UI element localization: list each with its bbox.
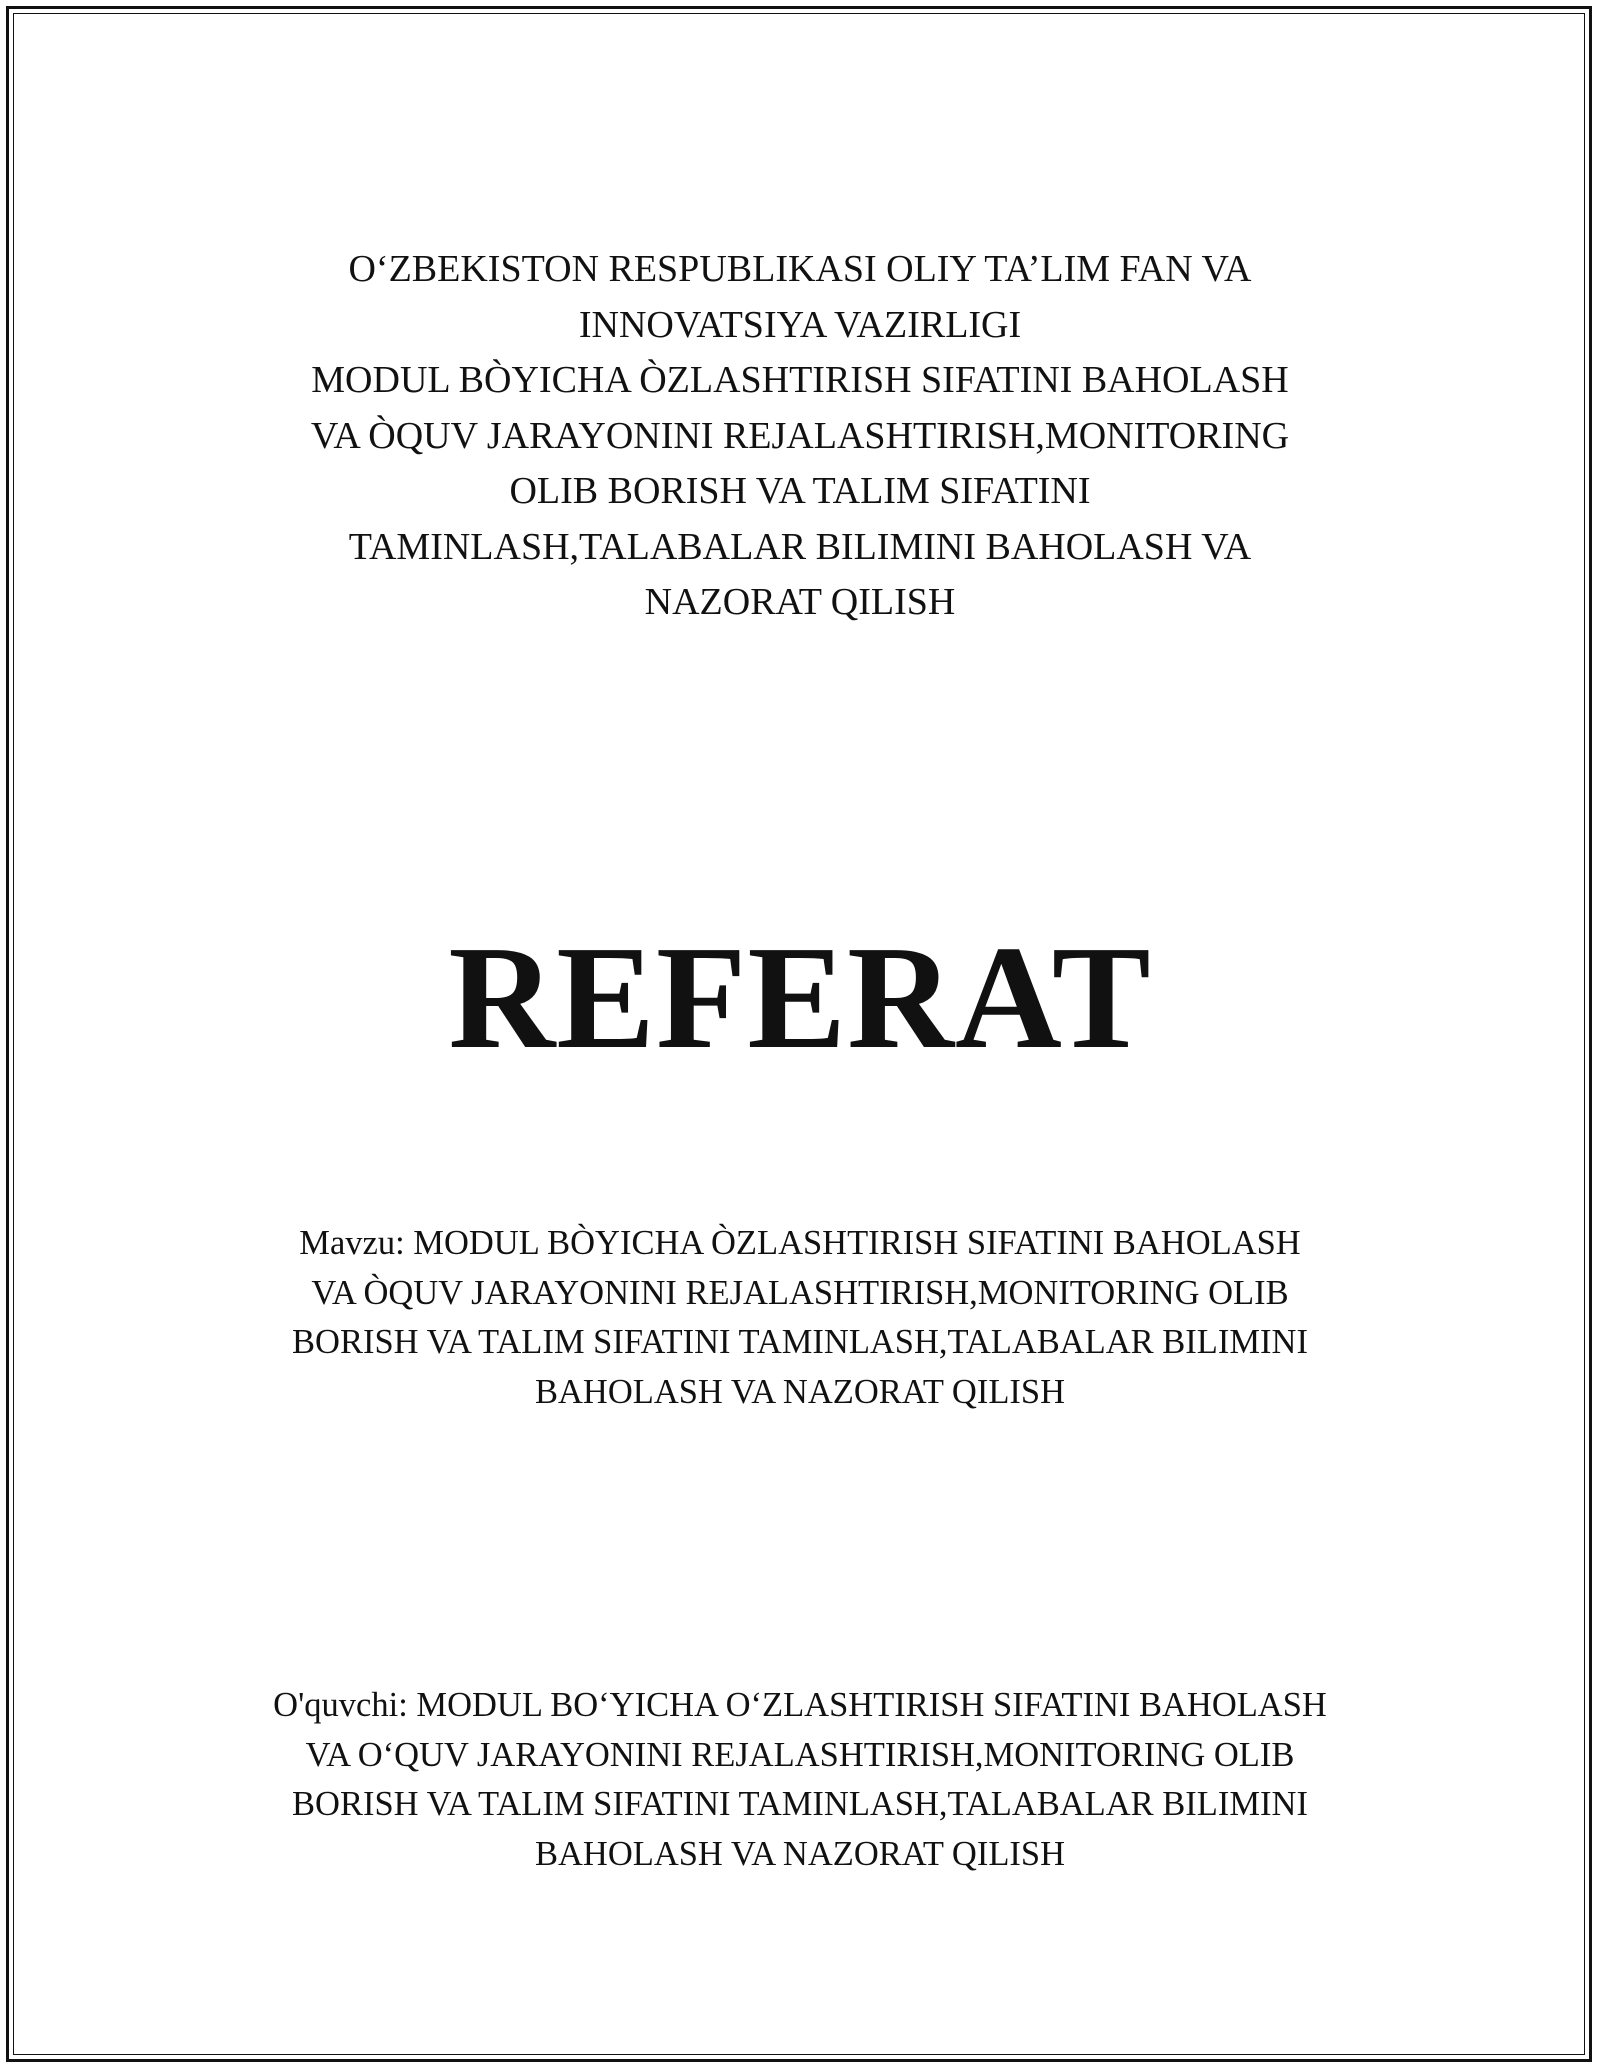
student-line: VA O‘QUV JARAYONINI REJALASHTIRISH,MONITORING OLIB <box>305 1735 1295 1774</box>
topic-line: BORISH VA TALIM SIFATINI TAMINLASH,TALABALAR BILIMINI <box>292 1323 1308 1361</box>
header-line: MODUL BÒYICHA ÒZLASHTIRISH SIFATINI BAHOLASH <box>311 359 1289 401</box>
header-line: INNOVATSIYA VAZIRLIGI <box>578 303 1022 346</box>
topic-section <box>0 1219 1600 1417</box>
topic-line: BAHOLASH VA NAZORAT QILISH <box>534 1372 1066 1411</box>
topic-line: Mavzu: MODUL BÒYICHA ÒZLASHTIRISH SIFATINI BAHOLASH <box>299 1224 1301 1262</box>
student-section <box>0 1681 1600 1879</box>
topic-line: VA ÒQUV JARAYONINI REJALASHTIRISH,MONITORING OLIB <box>311 1273 1289 1312</box>
header-line: O‘ZBEKISTON RESPUBLIKASI OLIY TA’LIM FAN VA <box>348 248 1252 290</box>
ministry-header <box>0 242 1600 631</box>
student-line: BAHOLASH VA NAZORAT QILISH <box>534 1834 1066 1873</box>
header-line: OLIB BORISH VA TALIM SIFATINI <box>509 470 1091 512</box>
header-line: NAZORAT QILISH <box>644 581 956 623</box>
document-title: REFERAT <box>448 916 1152 1080</box>
header-line: VA ÒQUV JARAYONINI REJALASHTIRISH,MONITORING <box>310 414 1290 457</box>
student-line: O'quvchi: MODUL BO‘YICHA O‘ZLASHTIRISH SIFATINI BAHOLASH <box>273 1686 1327 1724</box>
student-line: BORISH VA TALIM SIFATINI TAMINLASH,TALABALAR BILIMINI <box>292 1785 1308 1823</box>
header-line: TAMINLASH,TALABALAR BILIMINI BAHOLASH VA <box>348 525 1252 568</box>
